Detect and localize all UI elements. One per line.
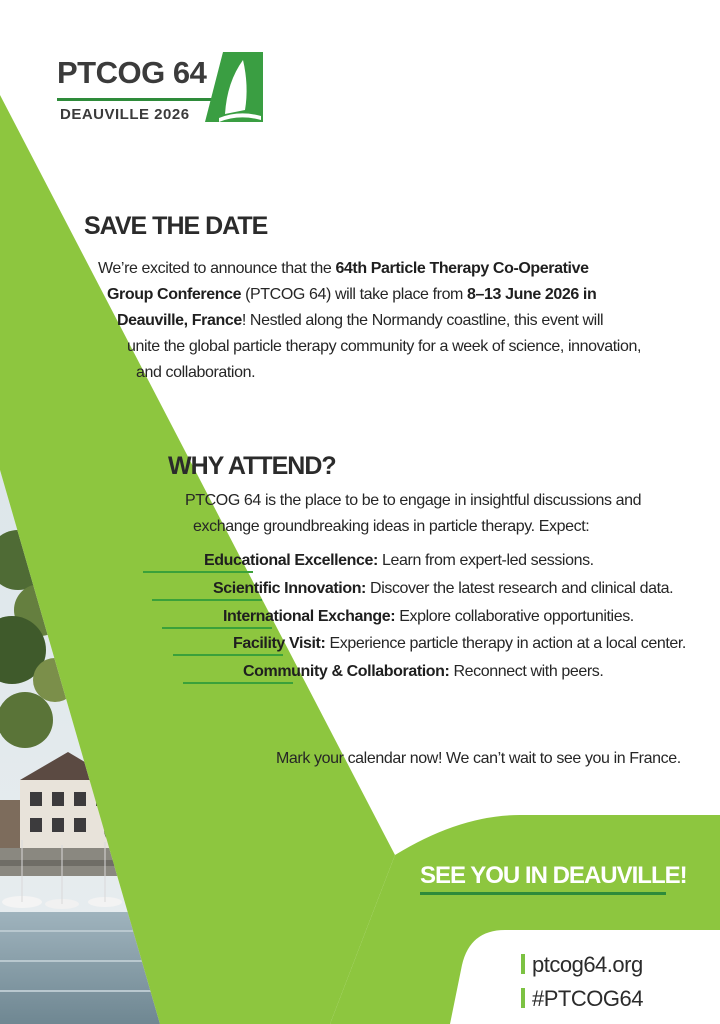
benefit-item: International Exchange: Explore collaborative opportunities.: [223, 608, 634, 625]
bullet-bar-icon: [521, 954, 525, 974]
see-you-heading: SEE YOU IN DEAUVILLE!: [420, 862, 687, 889]
save-paragraph-line-3: Deauville, France! Nestled along the Normandy coastline, this event will: [117, 312, 604, 329]
bullet-bar-icon: [521, 988, 525, 1008]
save-paragraph-line-4: unite the global particle therapy community for a week of science, innovation,: [127, 338, 641, 355]
benefit-underline: [162, 627, 272, 629]
why-attend-heading: WHY ATTEND?: [168, 452, 336, 480]
cta-underline: [420, 892, 666, 895]
benefit-item: Community & Collaboration: Reconnect with peers.: [243, 663, 604, 680]
benefit-item: Scientific Innovation: Discover the latest research and clinical data.: [213, 580, 674, 597]
logo-subtitle: DEAUVILLE 2026: [60, 106, 190, 123]
benefit-underline: [173, 654, 283, 656]
save-the-date-heading: SAVE THE DATE: [84, 212, 268, 240]
logo-title: PTCOG 64: [57, 55, 207, 90]
sailboat-logo-icon: [205, 52, 265, 124]
save-paragraph-line-2: Group Conference (PTCOG 64) will take place from 8–13 June 2026 in: [107, 286, 597, 303]
hashtag-link[interactable]: #PTCOG64: [521, 986, 643, 1012]
why-intro-line-1: PTCOG 64 is the place to be to engage in insightful discussions and: [185, 492, 642, 509]
benefit-underline: [143, 571, 253, 573]
benefit-underline: [152, 599, 262, 601]
benefit-item: Educational Excellence: Learn from expert-led sessions.: [204, 552, 594, 569]
website-link[interactable]: ptcog64.org: [521, 952, 643, 978]
closing-text: Mark your calendar now! We can’t wait to see you in France.: [276, 750, 681, 767]
save-paragraph-line-5: and collaboration.: [136, 364, 256, 381]
save-paragraph-line-1: We’re excited to announce that the 64th Particle Therapy Co-Operative: [98, 260, 589, 277]
why-intro-line-2: exchange groundbreaking ideas in particle therapy. Expect:: [193, 518, 590, 535]
benefit-underline: [183, 682, 293, 684]
logo-underline: [57, 98, 212, 101]
benefit-item: Facility Visit: Experience particle therapy in action at a local center.: [233, 635, 686, 652]
